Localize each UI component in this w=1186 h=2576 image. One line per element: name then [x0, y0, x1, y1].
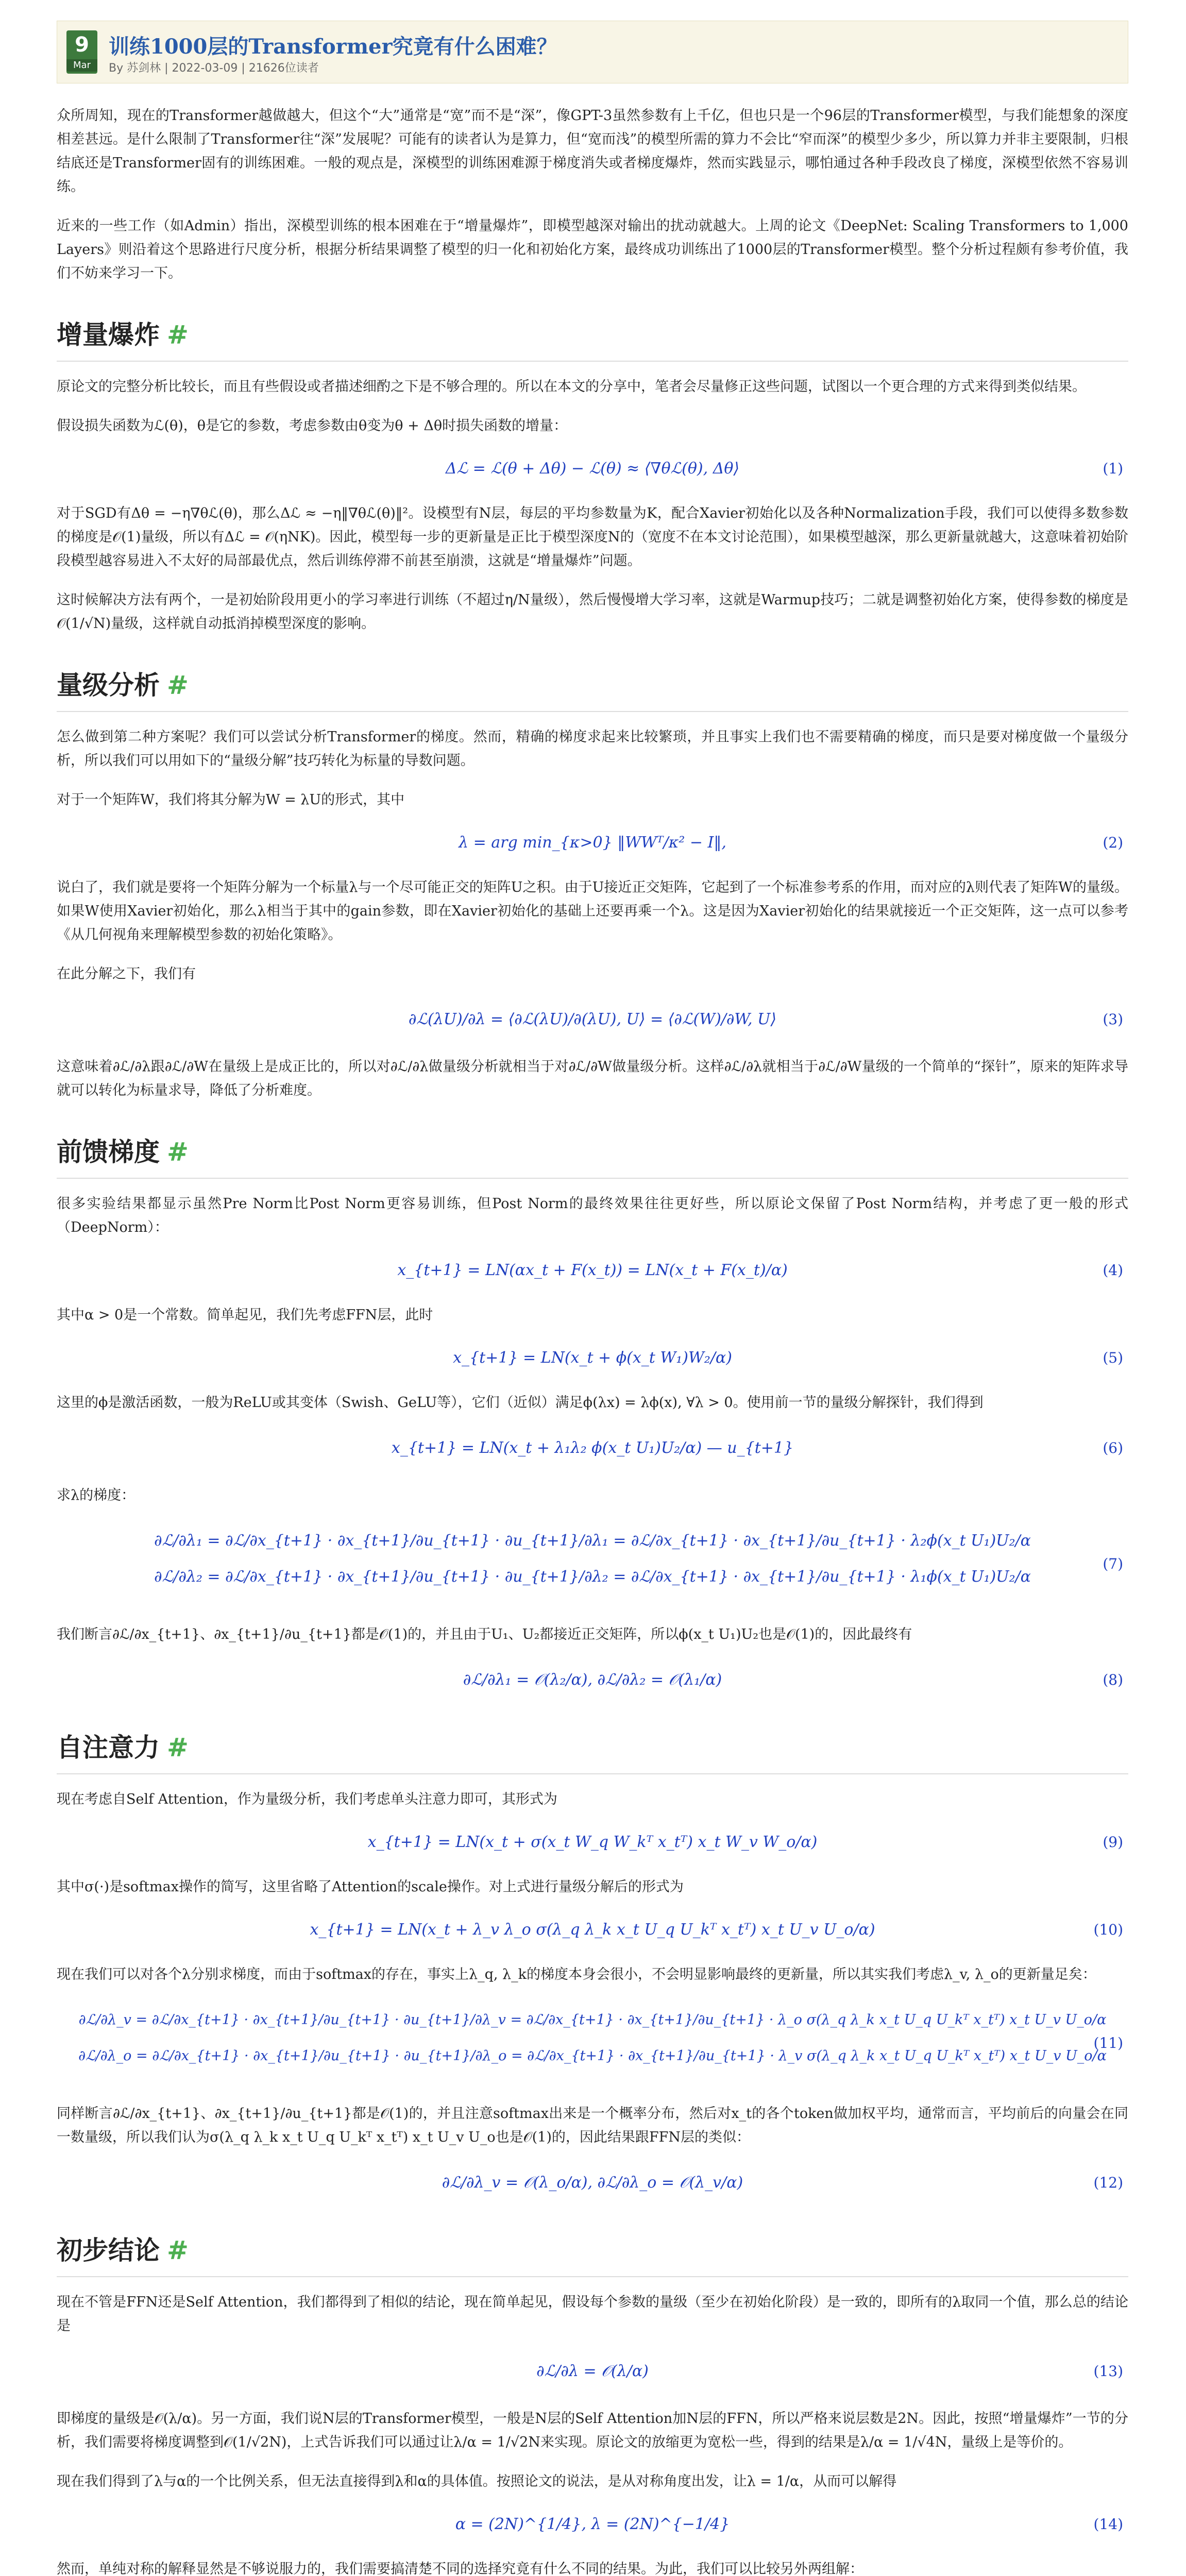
article-meta: By 苏剑林 | 2022-03-09 | 21626位读者	[109, 62, 319, 75]
article	[57, 21, 1128, 2576]
section-heading-magnitude[interactable]	[57, 665, 1128, 712]
equation-line: ∂ℒ/∂λ₁ = ∂ℒ/∂x_{t+1} · ∂x_{t+1}/∂u_{t+1} · ∂u_{t+1}/∂λ₁ = ∂ℒ/∂x_{t+1} · ∂x_{t+1}/∂u_{t+1} · λ₂ϕ(x_t U₁)U₂/α	[154, 1532, 1031, 1550]
anchor-hash-icon[interactable]: #	[167, 1137, 189, 1167]
equation-line: ∂ℒ/∂λ_v = ∂ℒ/∂x_{t+1} · ∂x_{t+1}/∂u_{t+1} · ∂u_{t+1}/∂λ_v = ∂ℒ/∂x_{t+1} · ∂x_{t+1}/∂u_{t+1} · λ_o σ(λ_q λ_k x_t U_q U_kᵀ x_tᵀ) x_t U_v U_o/α	[78, 2012, 1107, 2028]
date-badge	[66, 30, 97, 74]
paragraph: 现在我们得到了λ与α的一个比例关系，但无法直接得到λ和α的具体值。按照论文的说法，是从对称角度出发，让λ = 1/α，从而可以解得	[57, 2473, 897, 2489]
equation-body: α = (2N)^{1/4}, λ = (2N)^{−1/4}	[455, 2515, 730, 2533]
paragraph: 很多实验结果都显示虽然Pre Norm比Post Norm更容易训练，但Post Norm的最终效果往往更好些，所以原论文保留了Post Norm结构，并考虑了更一般的形式（DeepNorm）：	[57, 1196, 1128, 1235]
date-month: Mar	[66, 59, 97, 72]
paragraph: 求λ的梯度：	[57, 1487, 135, 1503]
equation	[57, 1430, 1128, 1466]
equation-body: x_{t+1} = LN(x_t + ϕ(x_t W₁)W₂/α)	[453, 1349, 732, 1367]
equation	[57, 2353, 1128, 2389]
equation-number: (5)	[1103, 1349, 1123, 1366]
equation-number: (10)	[1093, 1921, 1123, 1938]
anchor-hash-icon[interactable]: #	[167, 1732, 189, 1762]
equation-line: ∂ℒ/∂λ₂ = ∂ℒ/∂x_{t+1} · ∂x_{t+1}/∂u_{t+1} · ∂u_{t+1}/∂λ₂ = ∂ℒ/∂x_{t+1} · ∂x_{t+1}/∂u_{t+1} · λ₁ϕ(x_t U₁)U₂/α	[154, 1568, 1031, 1586]
heading-text: 前馈梯度	[57, 1137, 160, 1167]
equation	[57, 2002, 1128, 2084]
equation-number: (12)	[1093, 2174, 1123, 2191]
equation-body: x_{t+1} = LN(αx_t + F(x_t)) = LN(x_t + F(x_t)/α)	[397, 1261, 788, 1279]
heading-text: 初步结论	[57, 2235, 160, 2265]
equation-number: (14)	[1093, 2516, 1123, 2533]
equation-number: (3)	[1103, 1011, 1123, 1028]
author-prefix: By 苏剑林 |	[109, 62, 172, 75]
heading-text: 增量爆炸	[57, 319, 160, 350]
paragraph: 这时候解决方法有两个，一是初始阶段用更小的学习率进行训练（不超过η/N量级），然后慢慢增大学习率，这就是Warmup技巧；二就是调整初始化方案，使得参数的梯度是𝒪(1/√N)量级，这样就自动抵消掉模型深度的影响。	[57, 592, 1128, 632]
paragraph: 对于SGD有Δθ = −η∇θℒ(θ)，那么Δℒ ≈ −η‖∇θℒ(θ)‖²。设模型有N层，每层的平均参数量为K，配合Xavier初始化以及各种Normalization手段，我们可以使得多数参数的梯度是𝒪(1)量级，所以有Δℒ = 𝒪(ηNK)。因此，模型每一步的更新量是正比于模型深度N的（宽度不在本文讨论范围），如果模型越深，那么更新量就越大，这意味着初始阶段模型越容易进入不太好的局部最优点，然后训练停滞不前甚至崩溃，这就是“增量爆炸”问题。	[57, 505, 1128, 569]
equation-body: λ = arg min_{κ>0} ‖WWᵀ/κ² − I‖,	[459, 834, 726, 852]
equation	[57, 453, 1128, 484]
heading-text: 自注意力	[57, 1732, 160, 1762]
equation	[57, 2509, 1128, 2540]
paragraph: 现在不管是FFN还是Self Attention，我们都得到了相似的结论，现在简单起见，假设每个参数的量级（至少在初始化阶段）是一致的，即所有的λ取同一个值，那么总的结论是	[57, 2294, 1128, 2334]
section-heading-increment[interactable]	[57, 314, 1128, 362]
paragraph: 在此分解之下，我们有	[57, 966, 196, 982]
post-date: 2022-03-09	[172, 62, 238, 75]
paragraph: 同样断言∂ℒ/∂x_{t+1}、∂x_{t+1}/∂u_{t+1}都是𝒪(1)的，并且注意softmax出来是一个概率分布，然后对x_t的各个token做加权平均，通常而言，平均前后的向量会在同一数量级，所以我们认为σ(λ_q λ_k x_t U_q U_kᵀ x_tᵀ) x_t U_v U_o也是𝒪(1)的，因此结果跟FFN层的类似：	[57, 2106, 1128, 2145]
section-heading-self-attention[interactable]	[57, 1727, 1128, 1774]
equation-body: x_{t+1} = LN(x_t + λ_v λ_o σ(λ_q λ_k x_t U_q U_kᵀ x_tᵀ) x_t U_v U_o/α)	[310, 1921, 875, 1939]
equation-body: ∂ℒ/∂λ₁ = 𝒪(λ₂/α), ∂ℒ/∂λ₂ = 𝒪(λ₁/α)	[463, 1671, 722, 1689]
heading-text: 量级分析	[57, 670, 160, 700]
equation-number: (8)	[1103, 1671, 1123, 1688]
equation	[57, 1914, 1128, 1945]
paragraph: 怎么做到第二种方案呢？我们可以尝试分析Transformer的梯度。然而，精确的梯度求起来比较繁琐，并且事实上我们也不需要精确的梯度，而只是要对梯度做一个量级分析，所以我们可以用如下的“量级分解”技巧转化为标量的导数问题。	[57, 729, 1128, 769]
paragraph: 这里的ϕ是激活函数，一般为ReLU或其变体（Swish、GeLU等），它们（近似）满足ϕ(λx) = λϕ(x), ∀λ > 0。使用前一节的量级分解探针，我们得到	[57, 1395, 984, 1411]
equation-body: ∂ℒ/∂λ_v = 𝒪(λ_o/α), ∂ℒ/∂λ_o = 𝒪(λ_v/α)	[442, 2174, 743, 2192]
anchor-hash-icon[interactable]: #	[167, 670, 189, 700]
intro-paragraph-2: 近来的一些工作（如Admin）指出，深模型训练的根本困难在于“增量爆炸”，即模型越深对输出的扰动就越大。上周的论文《DeepNet: Scaling Transformers to 1,000 Layers》则沿着这个思路进行尺度分析，根据分析结果调整了模型的归一化和初始化方案，最终成功训练出了1000层的Transformer模型。整个分析过程颇有参考价值，我们不妨来学习一下。	[57, 218, 1128, 281]
equation	[57, 1662, 1128, 1698]
equation	[57, 1343, 1128, 1374]
equation	[57, 1827, 1128, 1858]
anchor-hash-icon[interactable]: #	[167, 2235, 189, 2265]
equation	[57, 827, 1128, 858]
paragraph: 其中σ(·)是softmax操作的简写，这里省略了Attention的scale操作。对上式进行量级分解后的形式为	[57, 1879, 684, 1895]
equation-number: (1)	[1103, 460, 1123, 477]
equation-number: (9)	[1103, 1834, 1123, 1851]
paragraph: 说白了，我们就是要将一个矩阵分解为一个标量λ与一个尽可能正交的矩阵U之积。由于U接近正交矩阵，它起到了一个标准参考系的作用，而对应的λ则代表了矩阵W的量级。如果W使用Xavier初始化，那么λ相当于其中的gain参数，即在Xavier初始化的基础上还要再乘一个λ。这是因为Xavier初始化的结果就接近一个正交矩阵，这一点可以参考《从几何视角来理解模型参数的初始化策略》。	[57, 879, 1128, 943]
equation-body: x_{t+1} = LN(x_t + σ(x_t W_q W_kᵀ x_tᵀ) x_t W_v W_o/α)	[367, 1833, 818, 1851]
equation-number: (6)	[1103, 1439, 1123, 1456]
paragraph: 假设损失函数为ℒ(θ)，θ是它的参数，考虑参数由θ变为θ + Δθ时损失函数的增量：	[57, 418, 568, 434]
paragraph: 我们断言∂ℒ/∂x_{t+1}、∂x_{t+1}/∂u_{t+1}都是𝒪(1)的，并且由于U₁、U₂都接近正交矩阵，所以ϕ(x_t U₁)U₂也是𝒪(1)的，因此最终有	[57, 1626, 912, 1642]
article-title[interactable]: 训练1000层的Transformer究竟有什么困难？	[109, 35, 557, 59]
equation-number: (7)	[1103, 1555, 1123, 1572]
equation-body: x_{t+1} = LN(x_t + λ₁λ₂ ϕ(x_t U₁)U₂/α) — u_{t+1}	[391, 1439, 794, 1457]
paragraph: 即梯度的量级是𝒪(λ/α)。另一方面，我们说N层的Transformer模型，一般是N层的Self Attention加N层的FFN，所以严格来说层数是2N。因此，按照“增量爆炸”一节的分析，我们需要将梯度调整到𝒪(1/√2N)，上式告诉我们可以通过让λ/α = 1/√2N来实现。原论文的放缩更为宽松一些，得到的结果是λ/α = 1/√4N，量级上是等价的。	[57, 2411, 1128, 2450]
paragraph: 其中α > 0是一个常数。简单起见，我们先考虑FFN层，此时	[57, 1307, 433, 1323]
equation-body: Δℒ = ℒ(θ + Δθ) − ℒ(θ) ≈ ⟨∇θℒ(θ), Δθ⟩	[445, 460, 740, 478]
paragraph: 对于一个矩阵W，我们将其分解为W = λU的形式，其中	[57, 792, 405, 808]
equation	[57, 1002, 1128, 1038]
equation-body: ∂ℒ/∂λ = 𝒪(λ/α)	[536, 2362, 649, 2380]
paragraph: 然而，单纯对称的解释显然是不够说服力的，我们需要搞清楚不同的选择究竟有什么不同的结果。为此，我们可以比较另外两组解：	[57, 2561, 863, 2576]
date-day: 9	[75, 33, 89, 57]
intro-paragraph-1: 众所周知，现在的Transformer越做越大，但这个“大”通常是“宽”而不是“深”，像GPT-3虽然参数有上千亿，但也只是一个96层的Transformer模型，与我们能想象的深度相差甚远。是什么限制了Transformer往“深”发展呢？可能有的读者认为是算力，但“宽而浅”的模型所需的算力不会比“窄而深”的模型少多少，所以算力并非主要限制，归根结底还是Transformer固有的训练困难。一般的观点是，深模型的训练困难源于梯度消失或者梯度爆炸，然而实践显示，哪怕通过各种手段改良了梯度，深模型依然不容易训练。	[57, 108, 1128, 195]
equation	[57, 1523, 1128, 1605]
equation	[57, 1255, 1128, 1286]
section-heading-preliminary[interactable]	[57, 2230, 1128, 2277]
paragraph: 现在考虑自Self Attention，作为量级分析，我们考虑单头注意力即可，其形式为	[57, 1791, 557, 1807]
equation	[57, 2165, 1128, 2201]
paragraph: 这意味着∂ℒ/∂λ跟∂ℒ/∂W在量级上是成正比的，所以对∂ℒ/∂λ做量级分析就相当于对∂ℒ/∂W做量级分析。这样∂ℒ/∂λ就相当于∂ℒ/∂W量级的一个简单的“探针”，原来的矩阵求导就可以转化为标量求导，降低了分析难度。	[57, 1059, 1128, 1098]
anchor-hash-icon[interactable]: #	[167, 319, 189, 350]
equation-body: ∂ℒ(λU)/∂λ = ⟨∂ℒ(λU)/∂(λU), U⟩ = ⟨∂ℒ(W)/∂W, U⟩	[408, 1010, 777, 1028]
read-count: 21626位读者	[248, 62, 319, 75]
article-header	[57, 21, 1128, 83]
equation-number: (13)	[1093, 2363, 1123, 2380]
equation-number: (2)	[1103, 834, 1123, 851]
paragraph: 现在我们可以对各个λ分别求梯度，而由于softmax的存在，事实上λ_q, λ_k的梯度本身会很小，不会明显影响最终的更新量，所以其实我们考虑λ_v, λ_o的更新量足矣：	[57, 1967, 1096, 1982]
equation-line: ∂ℒ/∂λ_o = ∂ℒ/∂x_{t+1} · ∂x_{t+1}/∂u_{t+1} · ∂u_{t+1}/∂λ_o = ∂ℒ/∂x_{t+1} · ∂x_{t+1}/∂u_{t+1} · λ_v σ(λ_q λ_k x_t U_q U_kᵀ x_tᵀ) x_t U_v U_o/α	[78, 2048, 1107, 2064]
paragraph: 原论文的完整分析比较长，而且有些假设或者描述细酌之下是不够合理的。所以在本文的分享中，笔者会尽量修正这些问题，试图以一个更合理的方式来得到类似结果。	[57, 379, 1086, 395]
equation-number: (11)	[1093, 2035, 1123, 2052]
section-heading-feedforward[interactable]	[57, 1131, 1128, 1179]
equation-number: (4)	[1103, 1262, 1123, 1279]
